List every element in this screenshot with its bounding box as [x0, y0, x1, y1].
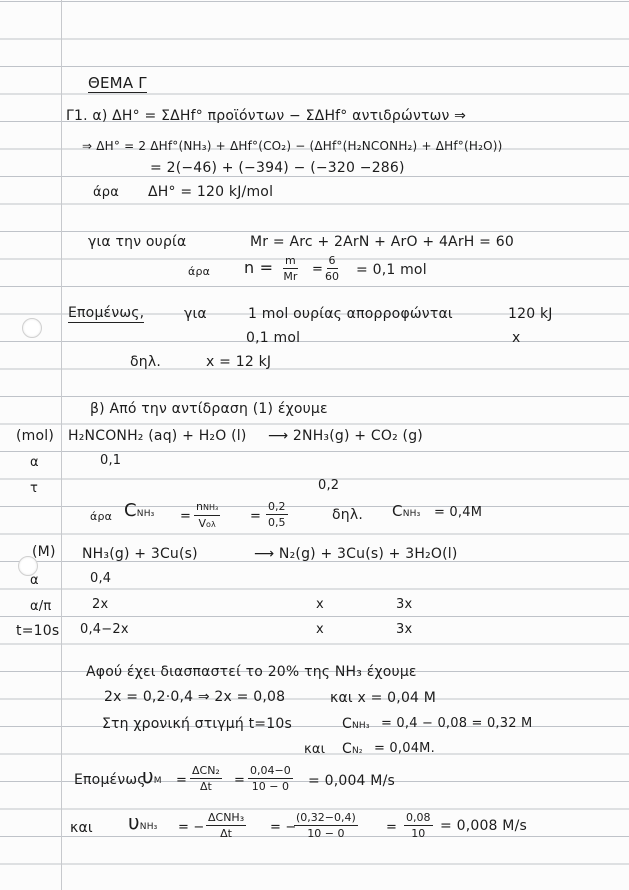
- text-line: και: [70, 820, 93, 836]
- text-line: και: [304, 742, 326, 757]
- result-line: x = 12 kJ: [206, 354, 272, 370]
- equals-sign: =: [234, 773, 246, 788]
- margin-line: [61, 0, 62, 890]
- rate-symbol: υM: [142, 764, 162, 788]
- fraction-0-04-over-10: $\frac{0,04-0}{10 - 0}$: [250, 764, 291, 793]
- reaction-reactants: NH₃(g) + 3Cu(s): [82, 546, 198, 562]
- fraction-0-08-over-10: $\frac{0,08}{10}$: [406, 811, 431, 840]
- text-line: = 0,1 mol: [356, 262, 427, 278]
- table-cell: 0,2: [318, 478, 340, 493]
- concentration-symbol: CNH₃: [392, 502, 421, 520]
- binder-hole: [22, 318, 42, 338]
- table-cell: 2x: [92, 597, 109, 612]
- equals-sign: =: [180, 509, 192, 524]
- fraction-change-over-10: $\frac{(0,32-0,4)}{10 - 0}$: [296, 811, 356, 840]
- text-line: Επομένως: [74, 772, 146, 788]
- text-line: άρα: [93, 185, 119, 200]
- table-cell: x: [316, 622, 324, 637]
- equals-sign: =: [176, 773, 188, 788]
- text-line: = 2(−46) + (−394) − (−320 −286): [150, 160, 405, 176]
- equals-sign: = −: [178, 820, 205, 835]
- equals-sign: =: [250, 509, 262, 524]
- table-cell: 0,4−2x: [80, 622, 129, 637]
- concentration-symbol: CN₂: [342, 741, 363, 757]
- result-line: ΔΗ° = 120 kJ/mol: [148, 184, 274, 200]
- row-label: α/π: [30, 599, 52, 614]
- table-cell: 3x: [396, 597, 413, 612]
- equals-sign: =: [386, 820, 398, 835]
- fraction-delta-cn2-over-delta-t: ΔCN₂ Δt: [192, 764, 220, 793]
- result-line: και x = 0,04 M: [330, 690, 437, 706]
- fraction-m-over-mr: $\frac{m}{Mr}$: [283, 254, 298, 283]
- text-line: άρα: [188, 265, 211, 278]
- fraction-delta-cnh3-over-delta-t: ΔCNH₃ Δt: [208, 811, 245, 840]
- fraction-n-over-v: nNH₃ Vολ: [196, 500, 219, 530]
- text-line: n =: [244, 258, 274, 277]
- result-line: = 0,004 M/s: [308, 773, 395, 789]
- table-unit: (M): [32, 544, 56, 560]
- text-line: Αφού έχει διασπαστεί το 20% της NH₃ έχουμε: [86, 664, 417, 680]
- text-line: 120 kJ: [508, 306, 553, 322]
- text-line: δηλ.: [332, 507, 363, 523]
- row-label: α: [30, 573, 39, 588]
- reaction-reactants: H₂NCONH₂ (aq) + H₂O (l): [68, 428, 247, 444]
- text-line: x: [512, 330, 521, 346]
- text-line: β) Από την αντίδραση (1) έχουμε: [90, 401, 328, 417]
- text-line: ⇒ ΔΗ° = 2 ΔΗf°(NH₃) + ΔΗf°(CO₂) − (ΔΗf°(H₂NCONH₂) + ΔΗf°(H₂O)): [82, 139, 503, 153]
- table-cell: 0,1: [100, 453, 122, 468]
- fraction-0-2-over-0-5: $\frac{0,2}{0,5}$: [268, 500, 286, 529]
- text-line: Επομένως,: [68, 305, 145, 321]
- table-unit: (mol): [16, 428, 55, 444]
- result-line: = 0,04M.: [374, 741, 435, 756]
- reaction-products: ⟶ N₂(g) + 3Cu(s) + 3H₂O(l): [254, 546, 458, 562]
- section-title: ΘΕΜΑ Γ: [88, 74, 147, 92]
- equals-sign: =: [312, 262, 324, 277]
- table-cell: 3x: [396, 622, 413, 637]
- text-line: δηλ.: [130, 354, 161, 370]
- reaction-products: ⟶ 2NH₃(g) + CO₂ (g): [268, 428, 423, 444]
- fraction-6-over-60: $\frac{6}{60}$: [325, 254, 339, 283]
- text-line: Mr = Arc + 2ArN + ArO + 4ArH = 60: [250, 234, 514, 250]
- text-line: 0,1 mol: [246, 330, 301, 346]
- text-line: 2x = 0,2·0,4 ⇒ 2x = 0,08: [104, 689, 286, 705]
- text-line: Γ1. α) ΔΗ° = ΣΔΗf° προϊόντων − ΣΔΗf° αντιδρώντων ⇒: [66, 108, 467, 124]
- text-line: Στη χρονική στιγμή t=10s: [102, 716, 292, 732]
- text-line: άρα: [90, 510, 113, 523]
- table-cell: x: [316, 597, 324, 612]
- result-line: = 0,4 − 0,08 = 0,32 M: [381, 716, 533, 731]
- result-line: = 0,4M: [434, 505, 483, 520]
- row-label: t=10s: [16, 623, 60, 639]
- table-cell: 0,4: [90, 571, 112, 586]
- text-line: για την ουρία: [88, 234, 187, 250]
- text-line: για: [184, 306, 207, 322]
- row-label: τ: [30, 481, 39, 496]
- concentration-symbol: CNH₃: [342, 716, 370, 732]
- equals-sign: = −: [270, 820, 297, 835]
- rate-symbol: υNH₃: [128, 810, 158, 834]
- text-line: 1 mol ουρίας απορροφώνται: [248, 306, 453, 322]
- result-line: = 0,008 M/s: [440, 818, 527, 834]
- concentration-symbol: CNH₃: [124, 500, 155, 521]
- row-label: α: [30, 455, 39, 470]
